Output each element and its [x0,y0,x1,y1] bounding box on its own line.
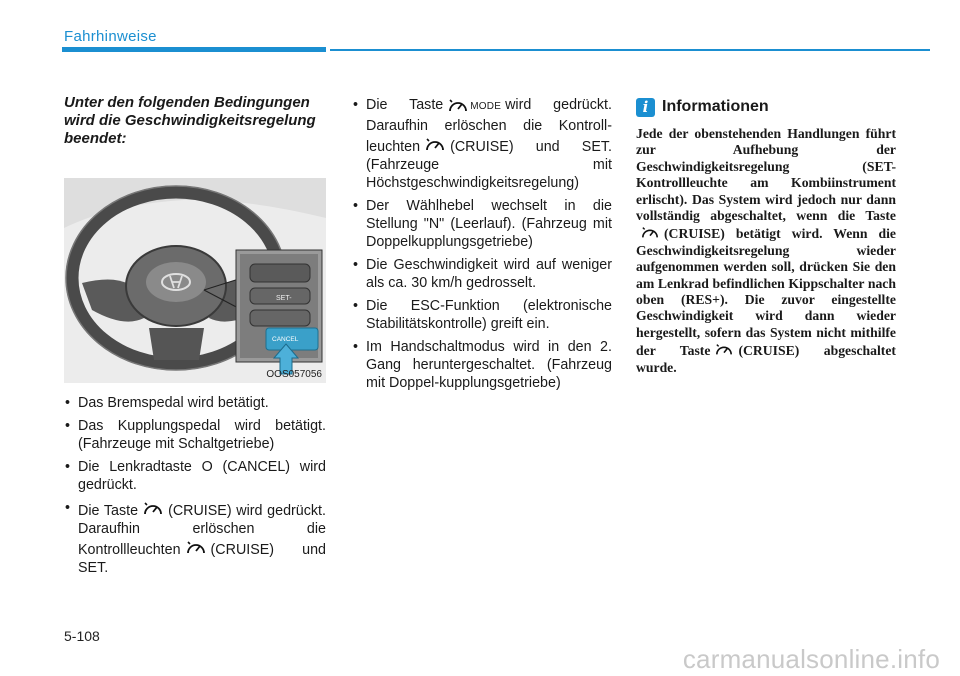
info-body [636,126,896,376]
page-number: 5-108 [64,628,100,644]
list-item [64,394,326,412]
cruise-speedometer-icon [185,538,207,557]
figure-caption: OOS057056 [266,369,322,380]
mode-label: MODE [470,101,502,112]
middle-bullet-list [352,96,612,397]
inset-label-cancel: CANCEL [272,336,299,343]
info-header [636,96,896,118]
bullet-text: Die Taste [366,97,444,113]
bullet-text: wird gedrückt. Daraufhin erlöschen die Kontroll-leuchten [366,97,612,155]
info-text: Jede der obenstehenden Handlungen führt zur Aufhebung der Geschwindigkeitsregelung (SET-Kontrollleuchte am Kombiinstrument erlischt). Das System wird jedoch nur dann vollständig abgeschaltet, wenn die Taste [636,126,896,224]
info-text: (CRUISE) abgeschaltet wurde. [636,343,896,375]
cruise-speedometer-icon [447,96,469,115]
list-item [352,297,612,333]
bullet-text: Im Handschaltmodus wird in den 2. Gang heruntergeschaltet. (Fahrzeug mit Doppel-kupplungsgetriebe) [366,339,612,391]
info-text: (CRUISE) betätigt wird. Wenn die Geschwindigkeitsregelung wieder aufgenommen werden soll, drücken Sie den am Lenkrad befindlichen Kippschalter nach oben (RES+). Die zuvor eingestellte Geschwindigkeit wird dann wieder hergestellt, sofern das System nicht mithilfe der Taste [636,226,896,359]
section-title: Fahrhinweise [64,28,157,45]
bullet-text: Die Taste [78,503,139,519]
cruise-speedometer-icon [142,499,164,518]
list-item [352,197,612,251]
info-icon: i [636,98,655,117]
cruise-speedometer-icon [714,341,734,358]
bullet-text: (CRUISE) und SET. (Fahrzeuge mit Höchstgeschwindigkeitsregelung) [366,139,612,191]
list-item [64,499,326,577]
info-title: Informationen [662,98,769,115]
list-item [352,96,612,192]
inset-label-set: SET- [276,295,292,302]
cruise-speedometer-icon [640,224,660,241]
steering-wheel-figure [64,178,326,383]
list-item [64,417,326,453]
left-heading: Unter den folgenden Bedingungen wird die Geschwindigkeitsregelung beendet: [64,94,316,147]
header-rule-bold [62,47,326,52]
watermark: carmanualsonline.info [682,644,940,674]
bullet-text: Der Wählhebel wechselt in die Stellung "N" (Leerlauf). (Fahrzeug mit Doppelkupplungsgetriebe) [366,198,612,250]
cruise-speedometer-icon [424,135,446,154]
bullet-text: (CRUISE) und SET. [78,542,326,576]
bullet-text: Die Geschwindigkeit wird auf weniger als ca. 30 km/h gedrosselt. [366,257,612,291]
bullet-text: Die ESC-Funktion (elektronische Stabilitätskontrolle) greift ein. [366,298,612,332]
info-box [636,96,896,376]
bullet-text: Das Bremspedal wird betätigt. [78,395,269,411]
bullet-text: (CRUISE) wird gedrückt. Daraufhin erlöschen die Kontrollleuchten [78,503,326,558]
bullet-text: Die Lenkradtaste O (CANCEL) wird gedrückt. [78,459,326,493]
left-column [64,94,326,148]
steering-wheel-illustration [64,178,326,383]
list-item [352,256,612,292]
mode-button-symbol [447,96,501,117]
header-rule-thin [330,49,930,51]
left-bullet-list [64,394,326,582]
list-item [352,338,612,392]
list-item [64,458,326,494]
bullet-text: Das Kupplungspedal wird betätigt. (Fahrzeuge mit Schaltgetriebe) [78,418,326,452]
